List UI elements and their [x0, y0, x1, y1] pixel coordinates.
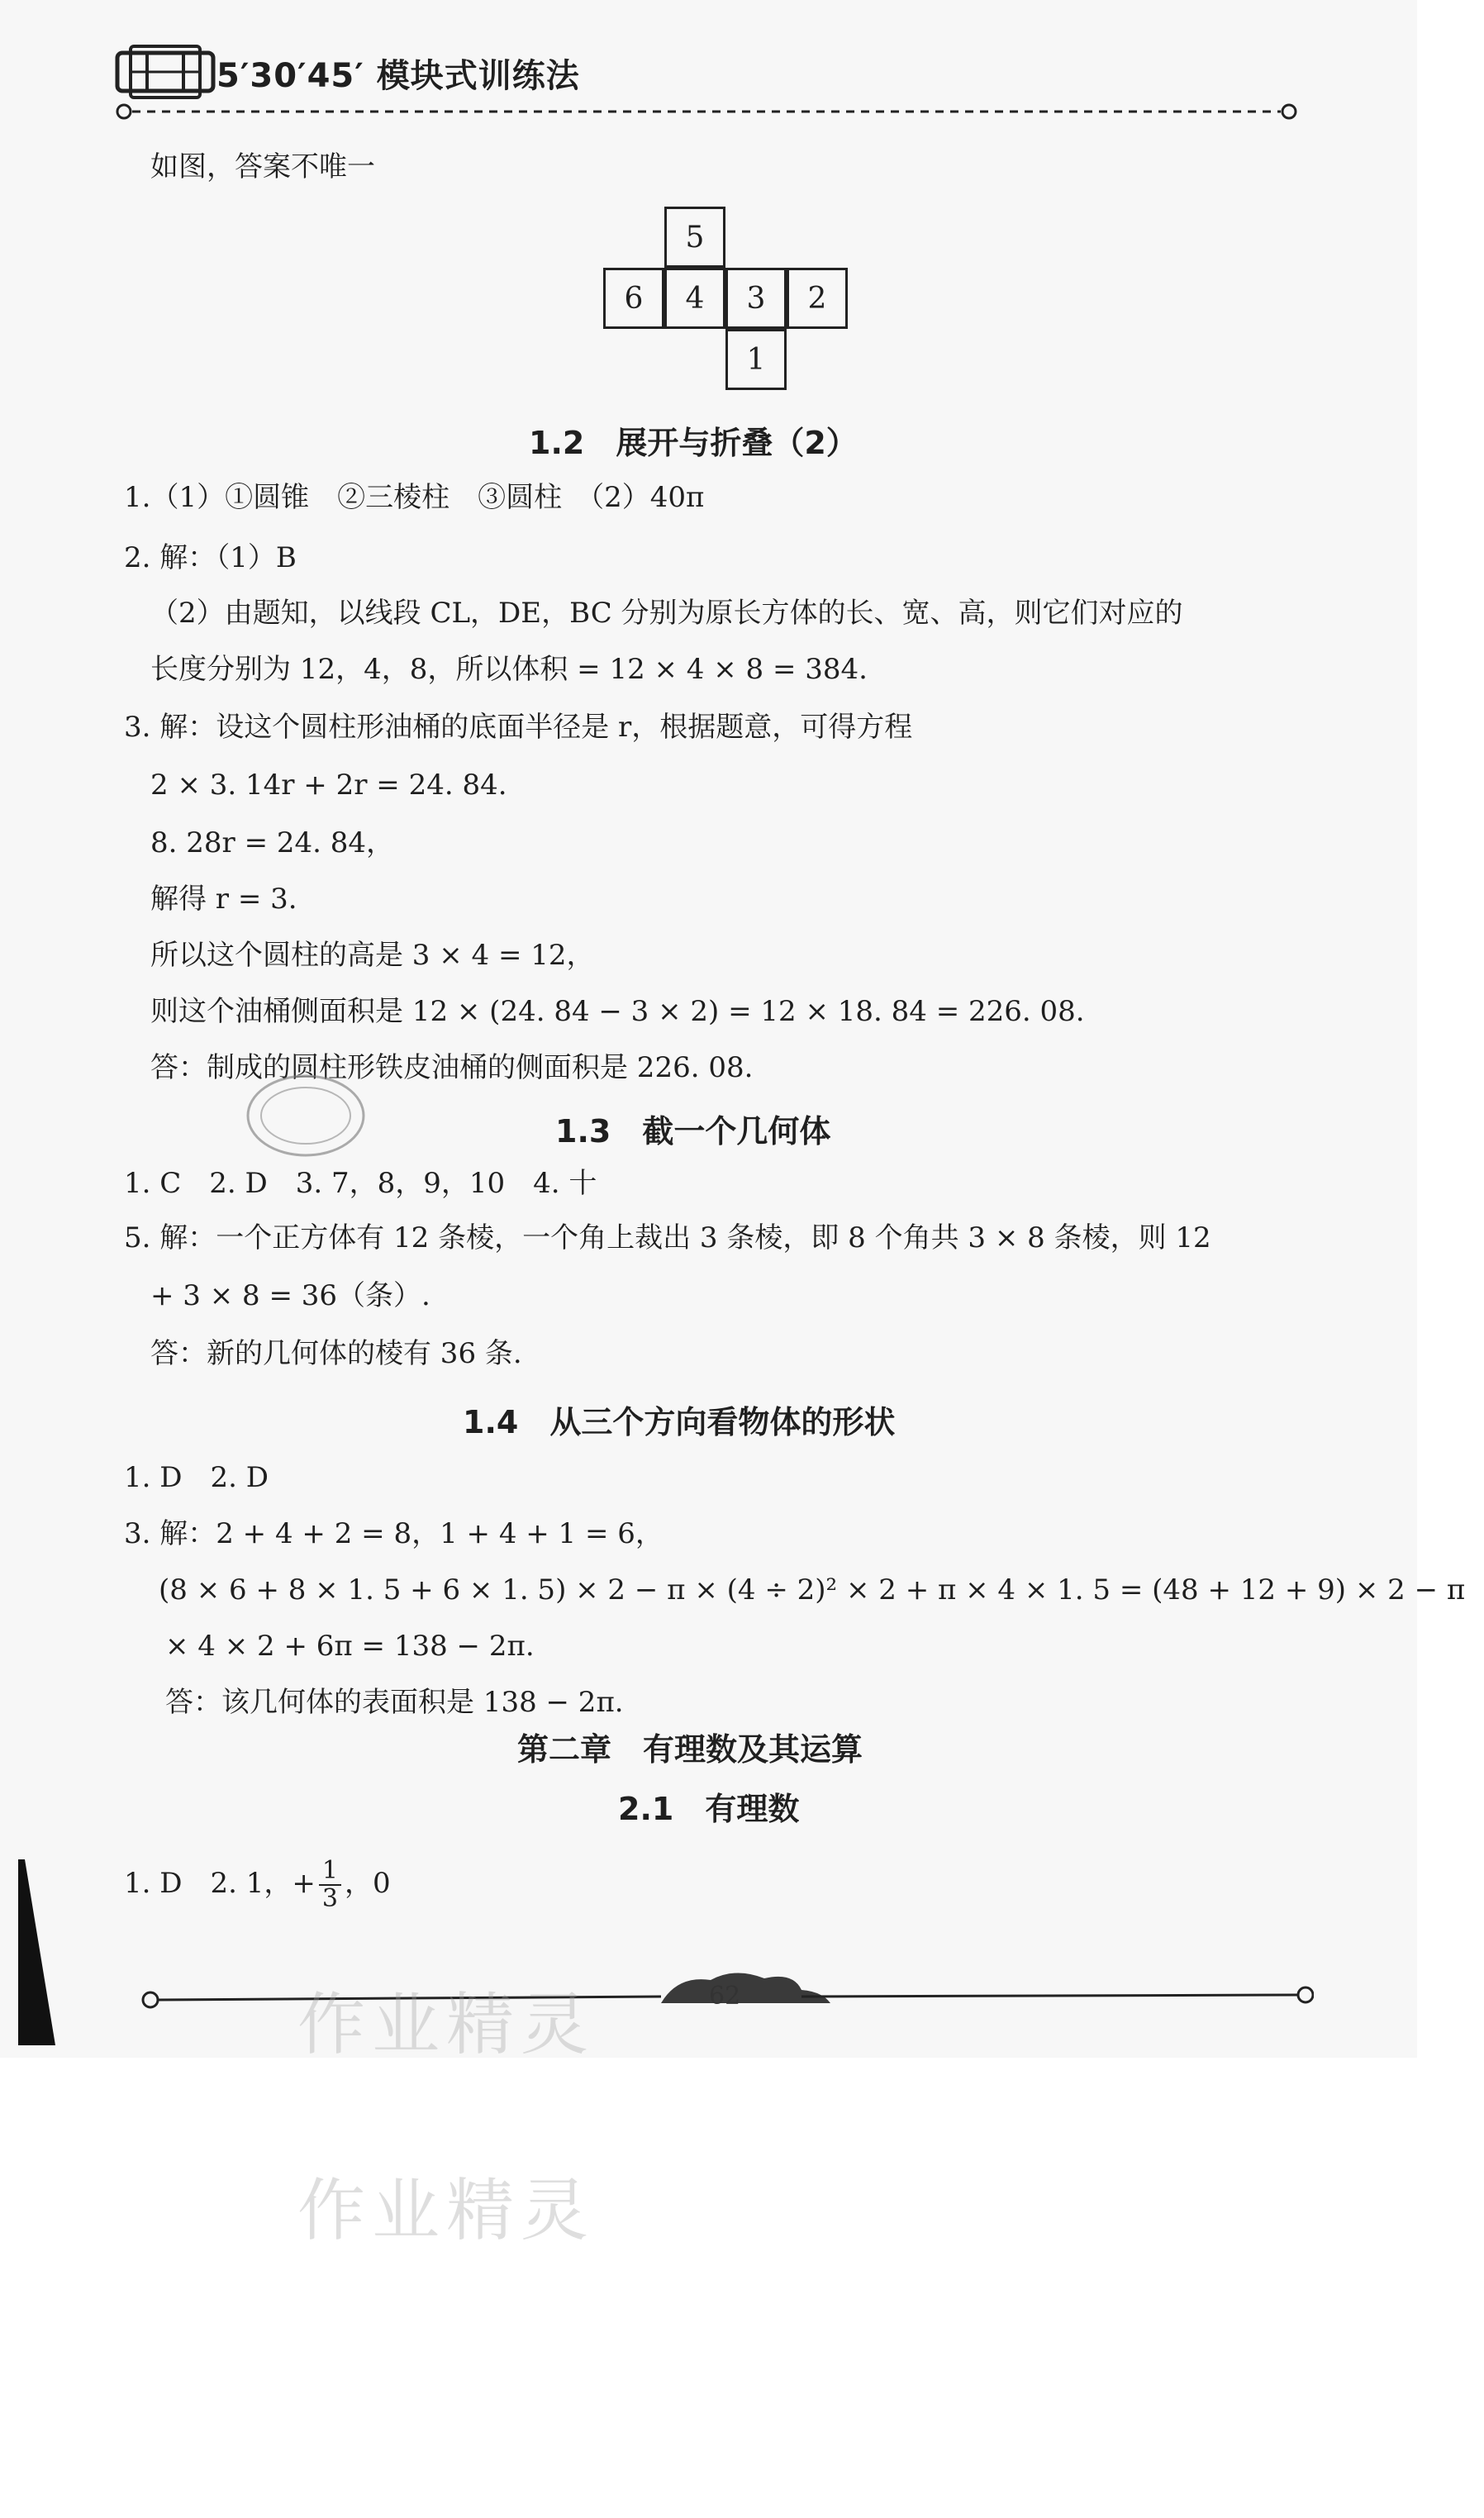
section-title-1-4: 1.4 从三个方向看物体的形状 [463, 1404, 896, 1440]
page-number: 62 [709, 1982, 741, 2011]
net-cell: 3 [725, 268, 787, 329]
fraction-denominator: 3 [321, 1884, 338, 1913]
watermark: 作业精灵 [297, 1986, 596, 2064]
answer-text: ，0 [344, 1867, 391, 1900]
net-cell: 4 [664, 268, 725, 329]
fraction [319, 1858, 341, 1912]
net-cell: 5 [664, 207, 725, 268]
answer-line: × 4 × 2 + 6π = 138 − 2π. [165, 1630, 535, 1663]
answer-line: 3. 解：2 + 4 + 2 = 8，1 + 4 + 1 = 6， [124, 1517, 664, 1550]
section-title-1-2: 1.2 展开与折叠（2） [529, 425, 858, 461]
watermark: 作业精灵 [297, 2172, 596, 2250]
cube-net-diagram [603, 207, 851, 388]
section-title-1-3: 1.3 截一个几何体 [555, 1113, 831, 1150]
answer-line: 解得 r = 3. [150, 883, 297, 916]
chapter-title-2: 第二章 有理数及其运算 [517, 1731, 863, 1768]
answer-text: 1. D 2. 1，+ [124, 1867, 316, 1900]
answer-line: （2）由题知，以线段 CL，DE，BC 分别为原长方体的长、宽、高，则它们对应的 [150, 597, 1183, 630]
answer-line: 长度分别为 12，4，8，所以体积 = 12 × 4 × 8 = 384. [150, 653, 868, 686]
answer-line: + 3 × 8 = 36（条）. [150, 1279, 430, 1312]
scan-edge-shadow [18, 1859, 55, 2045]
answer-line: 8. 28r = 24. 84， [150, 826, 395, 859]
answer-line [124, 1858, 391, 1912]
net-cell: 1 [725, 329, 787, 390]
header-dashed-divider [116, 103, 1297, 120]
answer-line: 1.（1）①圆锥 ②三棱柱 ③圆柱 （2）40π [124, 481, 705, 514]
intro-text: 如图，答案不唯一 [150, 150, 375, 183]
header-title: 5′30′45′ 模块式训练法 [216, 57, 580, 95]
answer-line: 则这个油桶侧面积是 12 × (24. 84 − 3 × 2) = 12 × 18. 84 = 226. 08. [150, 995, 1085, 1028]
answer-line: 3. 解：设这个圆柱形油桶的底面半径是 r，根据题意，可得方程 [124, 711, 913, 744]
answer-line: (8 × 6 + 8 × 1. 5 + 6 × 1. 5) × 2 − π × (4 ÷ 2)² × 2 + π × 4 × 1. 5 = (48 + 12 + 9) × 2 − π [159, 1573, 1466, 1606]
answer-line: 答：制成的圆柱形铁皮油桶的侧面积是 226. 08. [150, 1051, 754, 1084]
net-cell: 6 [603, 268, 664, 329]
book-logo-icon [114, 43, 216, 101]
stamp-mark-icon [240, 1066, 372, 1165]
answer-line: 1. D 2. D [124, 1461, 269, 1494]
answer-line: 1. C 2. D 3. 7，8，9，10 4. 十 [124, 1167, 597, 1200]
net-cell: 2 [787, 268, 848, 329]
answer-line: 答：新的几何体的棱有 36 条. [150, 1337, 522, 1370]
answer-line: 所以这个圆柱的高是 3 × 4 = 12， [150, 939, 595, 972]
answer-line: 2. 解：（1）B [124, 541, 297, 574]
answer-line: 答：该几何体的表面积是 138 − 2π. [165, 1686, 624, 1719]
fraction-numerator: 1 [319, 1858, 341, 1886]
answer-line: 2 × 3. 14r + 2r = 24. 84. [150, 769, 507, 802]
answer-line: 5. 解：一个正方体有 12 条棱，一个角上裁出 3 条棱，即 8 个角共 3 × 8 条棱，则 12 [124, 1221, 1211, 1254]
section-title-2-1: 2.1 有理数 [618, 1791, 800, 1827]
